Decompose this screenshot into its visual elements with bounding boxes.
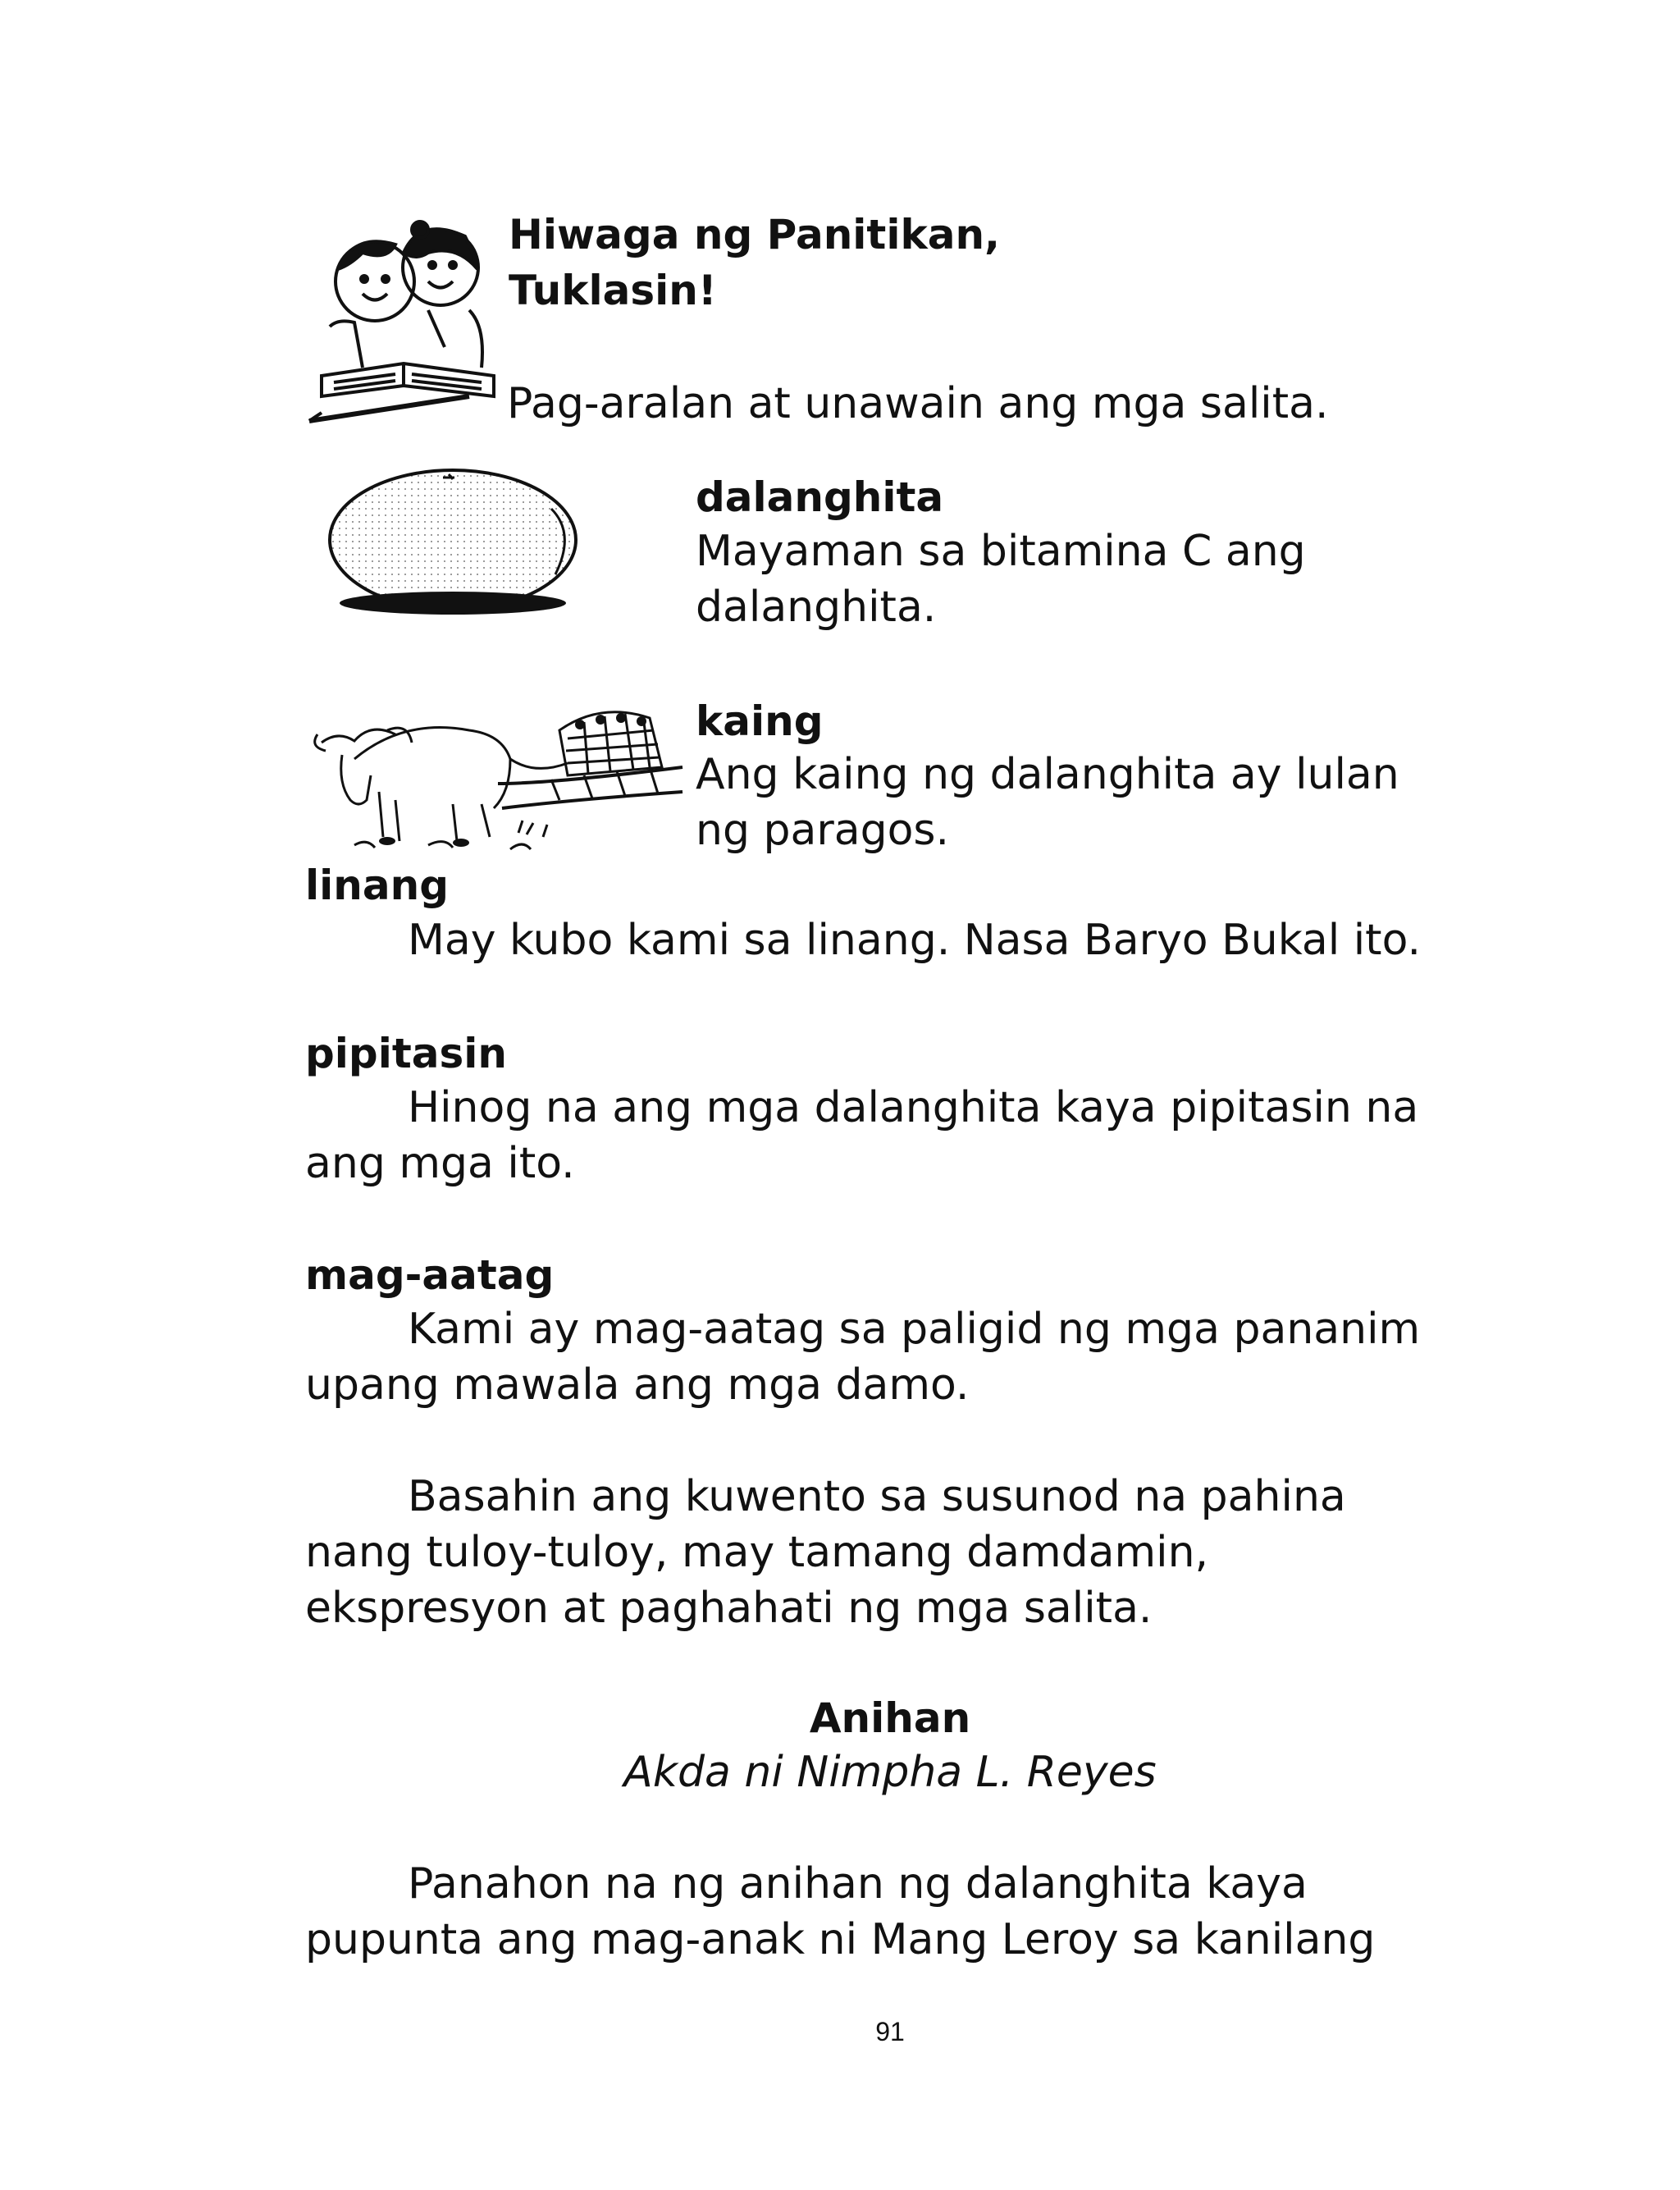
section-title-line1: Hiwaga ng Panitikan, xyxy=(509,211,1001,258)
vocab-word-kaing: kaing xyxy=(696,697,824,745)
vocab-word-dalanghita: dalanghita xyxy=(696,473,944,521)
vocab-sentence-pipitasin-line2: ang mga ito. xyxy=(305,1139,575,1188)
story-author: Akda ni Nimpha L. Reyes xyxy=(623,1748,1157,1797)
carabao-paragos-image xyxy=(305,685,687,870)
story-line-1: Panahon na ng anihan ng dalanghita kaya xyxy=(408,1859,1308,1909)
vocab-word-pipitasin: pipitasin xyxy=(305,1030,507,1077)
vocab-sentence-kaing-line1: Ang kaing ng dalanghita ay lulan xyxy=(696,750,1399,799)
reading-instruction-line3: ekspresyon at paghahati ng mga salita. xyxy=(305,1584,1153,1633)
vocab-sentence-mag-aatag-line1: Kami ay mag-aatag sa paligid ng mga pananim xyxy=(408,1305,1421,1354)
page-number: 91 xyxy=(875,2017,905,2046)
instruction-text: Pag-aralan at unawain ang mga salita. xyxy=(507,379,1329,428)
orange-image xyxy=(305,468,613,632)
section-title-line2: Tuklasin! xyxy=(509,267,717,314)
reading-instruction-line2: nang tuloy-tuloy, may tamang damdamin, xyxy=(305,1528,1209,1577)
vocab-sentence-kaing-line2: ng paragos. xyxy=(696,806,950,855)
vocab-word-linang: linang xyxy=(305,862,449,909)
story-title: Anihan xyxy=(809,1694,971,1742)
reading-instruction-line1: Basahin ang kuwento sa susunod na pahina xyxy=(408,1472,1346,1521)
reading-kids-image xyxy=(305,203,506,433)
vocab-sentence-linang-line1: May kubo kami sa linang. Nasa Baryo Bukal ito. xyxy=(408,916,1421,965)
vocab-sentence-mag-aatag-line2: upang mawala ang mga damo. xyxy=(305,1360,970,1410)
vocab-sentence-dalanghita-line2: dalanghita. xyxy=(696,583,937,632)
vocab-word-mag-aatag: mag-aatag xyxy=(305,1251,555,1299)
vocab-sentence-dalanghita-line1: Mayaman sa bitamina C ang xyxy=(696,527,1306,576)
story-line-2: pupunta ang mag-anak ni Mang Leroy sa kanilang xyxy=(305,1915,1376,1964)
vocab-sentence-pipitasin-line1: Hinog na ang mga dalanghita kaya pipitasin na xyxy=(408,1083,1419,1132)
